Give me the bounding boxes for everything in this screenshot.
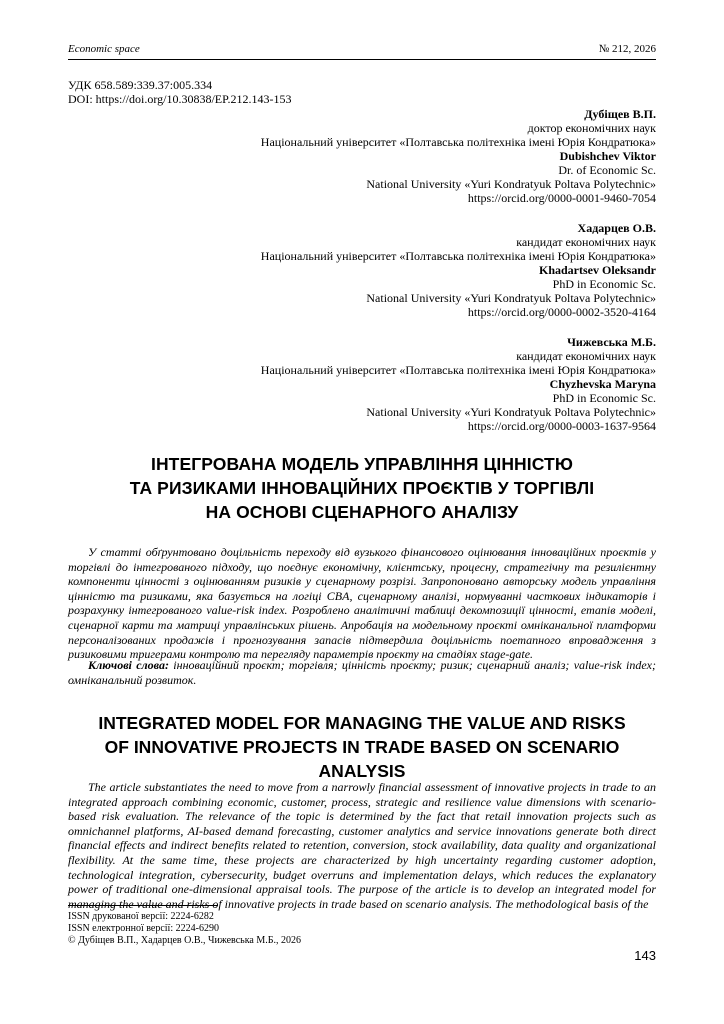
issn-print: ISSN друкованої версії: 2224-6282 <box>68 911 214 922</box>
author-name-en: Chyzhevska Maryna <box>549 377 656 391</box>
running-header <box>68 43 656 60</box>
author-degree-ua: доктор економічних наук <box>527 121 656 135</box>
author-name-en: Dubishchev Viktor <box>559 149 656 163</box>
article-meta <box>68 78 291 106</box>
copyright-notice: © Дубіщев В.П., Хадарцев О.В., Чижевська М.Б., 2026 <box>68 935 302 946</box>
author-affiliation-en: National University «Yuri Kondratyuk Poltava Polytechnic» <box>366 177 656 191</box>
keywords-ua <box>68 658 656 687</box>
keywords-label: Ключові слова: <box>88 658 169 672</box>
author-affiliation-ua: Національний університет «Полтавська політехніка імені Юрія Кондратюка» <box>260 363 656 377</box>
article-title-en <box>68 711 656 783</box>
author-name-ua: Чижевська М.Б. <box>567 335 656 349</box>
title-en-line: OF INNOVATIVE PROJECTS IN TRADE BASED ON SCENARIO ANALYSIS <box>104 737 620 781</box>
author-degree-en: PhD in Economic Sc. <box>552 391 656 405</box>
author-name-en: Khadartsev Oleksandr <box>538 263 656 277</box>
keywords-text: інноваційний проєкт; торгівля; цінність проєкту; ризик; сценарний аналіз; value-risk index; омніканальний розвиток. <box>68 658 657 687</box>
issue-number: № 212, 2026 <box>598 43 656 55</box>
doi-link[interactable]: DOI: https://doi.org/10.30838/EP.212.143-153 <box>68 92 292 106</box>
author-name-ua: Дубіщев В.П. <box>584 107 656 121</box>
page-number: 143 <box>634 948 656 963</box>
abstract-en: The article substantiates the need to move from a narrowly financial assessment of innovative projects in trade to an integrated approach combining economic, customer, process, strategic and resilience value dimensions with scenario-based risk evaluation. The relevance of the topic is determined by the fact that retail innovation projects such as omnichannel platforms, AI-based demand forecasting, customer analytics and service innovations generate both direct financial effects and indirect benefits related to retention, conversion, stock availability, data quality and organizational flexibility. At the same time, these projects are characterized by high uncertainty regarding customer adoption, technological integration, cybersecurity, budget overruns and implementation delays, which reduces the explanatory power of traditional one-dimensional appraisal tools. The purpose of the article is to develop an integrated model for managing the value and risks of innovative projects in trade based on scenario analysis. The methodological basis of the <box>68 780 656 911</box>
author-degree-en: Dr. of Economic Sc. <box>558 163 656 177</box>
title-ua-line: НА ОСНОВІ СЦЕНАРНОГО АНАЛІЗУ <box>205 502 519 522</box>
author-entry <box>56 335 656 433</box>
author-name-ua: Хадарцев О.В. <box>577 221 656 235</box>
author-affiliation-ua: Національний університет «Полтавська політехніка імені Юрія Кондратюка» <box>260 249 656 263</box>
issn-online: ISSN електронної версії: 2224-6290 <box>68 923 219 934</box>
author-degree-en: PhD in Economic Sc. <box>552 277 656 291</box>
author-affiliation-ua: Національний університет «Полтавська політехніка імені Юрія Кондратюка» <box>260 135 656 149</box>
title-ua-line: ТА РИЗИКАМИ ІННОВАЦІЙНИХ ПРОЄКТІВ У ТОРГІВЛІ <box>129 478 595 498</box>
author-degree-ua: кандидат економічних наук <box>516 235 656 249</box>
author-entry <box>56 221 656 319</box>
author-orcid-link[interactable]: https://orcid.org/0000-0001-9460-7054 <box>467 191 656 205</box>
footer-divider <box>68 905 218 906</box>
author-orcid-link[interactable]: https://orcid.org/0000-0002-3520-4164 <box>467 305 656 319</box>
abstract-ua: У статті обґрунтовано доцільність переходу від вузького фінансового оцінювання інноваційних проєктів у торгівлі до інтегрованого підходу, що поєднує економічну, клієнтську, процесну, стратегічну та резилієнтну компоненти цінності з оцінюванням ризиків у сценарному розрізі. Запропоновано авторську модель управління цінністю та ризиками, яка базується на логіці CBA, сценарному аналізі, нормуванні часткових індикаторів і розрахунку інтегрованого value-risk index. Розроблено аналітичні таблиці декомпозиції цінності, етапів моделі, сценарної карти та матриці управлінських рішень. Апробація на модельному проєкті омніканальної платформи персоналізованих продажів і прогнозування запасів підтвердила доцільність поетапного впровадження з ризиковими тригерами контролю та перегляду параметрів проєкту на стадіях stage-gate. <box>68 545 656 662</box>
author-block <box>56 107 656 449</box>
journal-name: Economic space <box>68 43 140 55</box>
author-affiliation-en: National University «Yuri Kondratyuk Poltava Polytechnic» <box>366 405 656 419</box>
udc-code: УДК 658.589:339.37:005.334 <box>68 78 213 92</box>
title-en-line: INTEGRATED MODEL FOR MANAGING THE VALUE AND RISKS <box>98 713 626 733</box>
author-orcid-link[interactable]: https://orcid.org/0000-0003-1637-9564 <box>467 419 656 433</box>
article-title-ua <box>68 452 656 524</box>
author-entry <box>56 107 656 205</box>
author-affiliation-en: National University «Yuri Kondratyuk Poltava Polytechnic» <box>366 291 656 305</box>
footer-block <box>68 911 301 947</box>
author-degree-ua: кандидат економічних наук <box>516 349 656 363</box>
title-ua-line: ІНТЕГРОВАНА МОДЕЛЬ УПРАВЛІННЯ ЦІННІСТЮ <box>150 454 573 474</box>
